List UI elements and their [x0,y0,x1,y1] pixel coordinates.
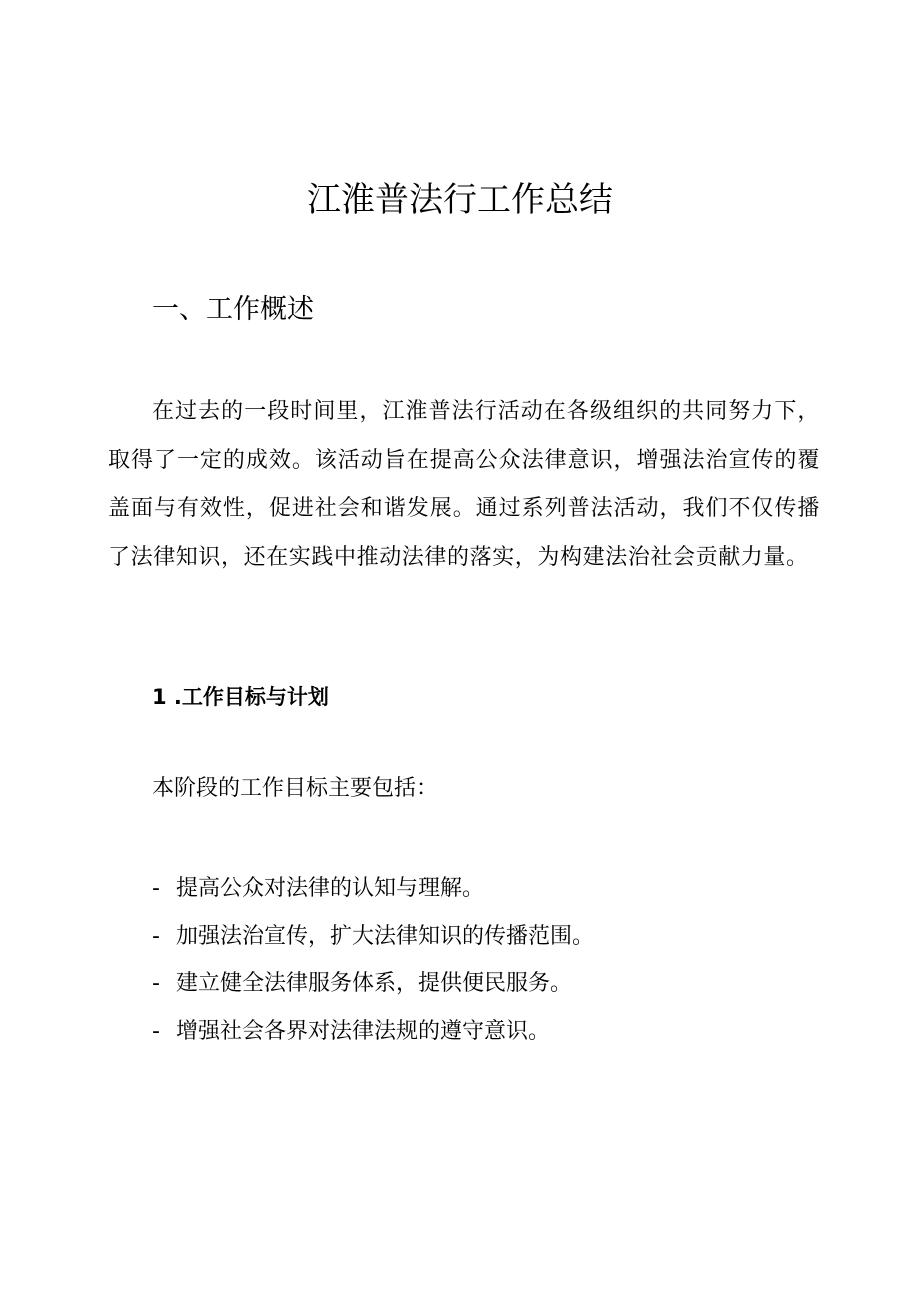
list-item-text: 加强法治宣传，扩大法律知识的传播范围。 [176,923,595,949]
document-title: 江淮普法行工作总结 [307,180,613,220]
dash-bullet: - [152,876,160,901]
dash-bullet: - [152,971,160,996]
overview-paragraph: 在过去的一段时间里，江淮普法行活动在各级组织的共同努力下，取得了一定的成效。该活动旨在提高公众法律意识，增强法治宣传的覆盖面与有效性，促进社会和谐发展。通过系列普法活动，我们不仅传播了法律知识，还在实践中推动法律的落实，为构建法治社会贡献力量。 [108,399,820,570]
list-item [152,960,594,1008]
list-item-text: 提高公众对法律的认知与理解。 [176,876,485,901]
section-heading-overview: 一、工作概述 [152,294,314,325]
dash-bullet: - [152,923,160,949]
list-item [152,1008,594,1056]
goals-intro: 本阶段的工作目标主要包括： [152,776,439,801]
goals-list [152,865,594,1055]
list-item-text: 建立健全法律服务体系，提供便民服务。 [176,971,573,996]
subsection-heading-goals: 1 .工作目标与计划 [152,685,329,709]
list-item [152,913,594,961]
list-item-text: 增强社会各界对法律法规的遵守意识。 [176,1018,551,1044]
list-item [152,865,594,913]
dash-bullet: - [152,1018,160,1044]
